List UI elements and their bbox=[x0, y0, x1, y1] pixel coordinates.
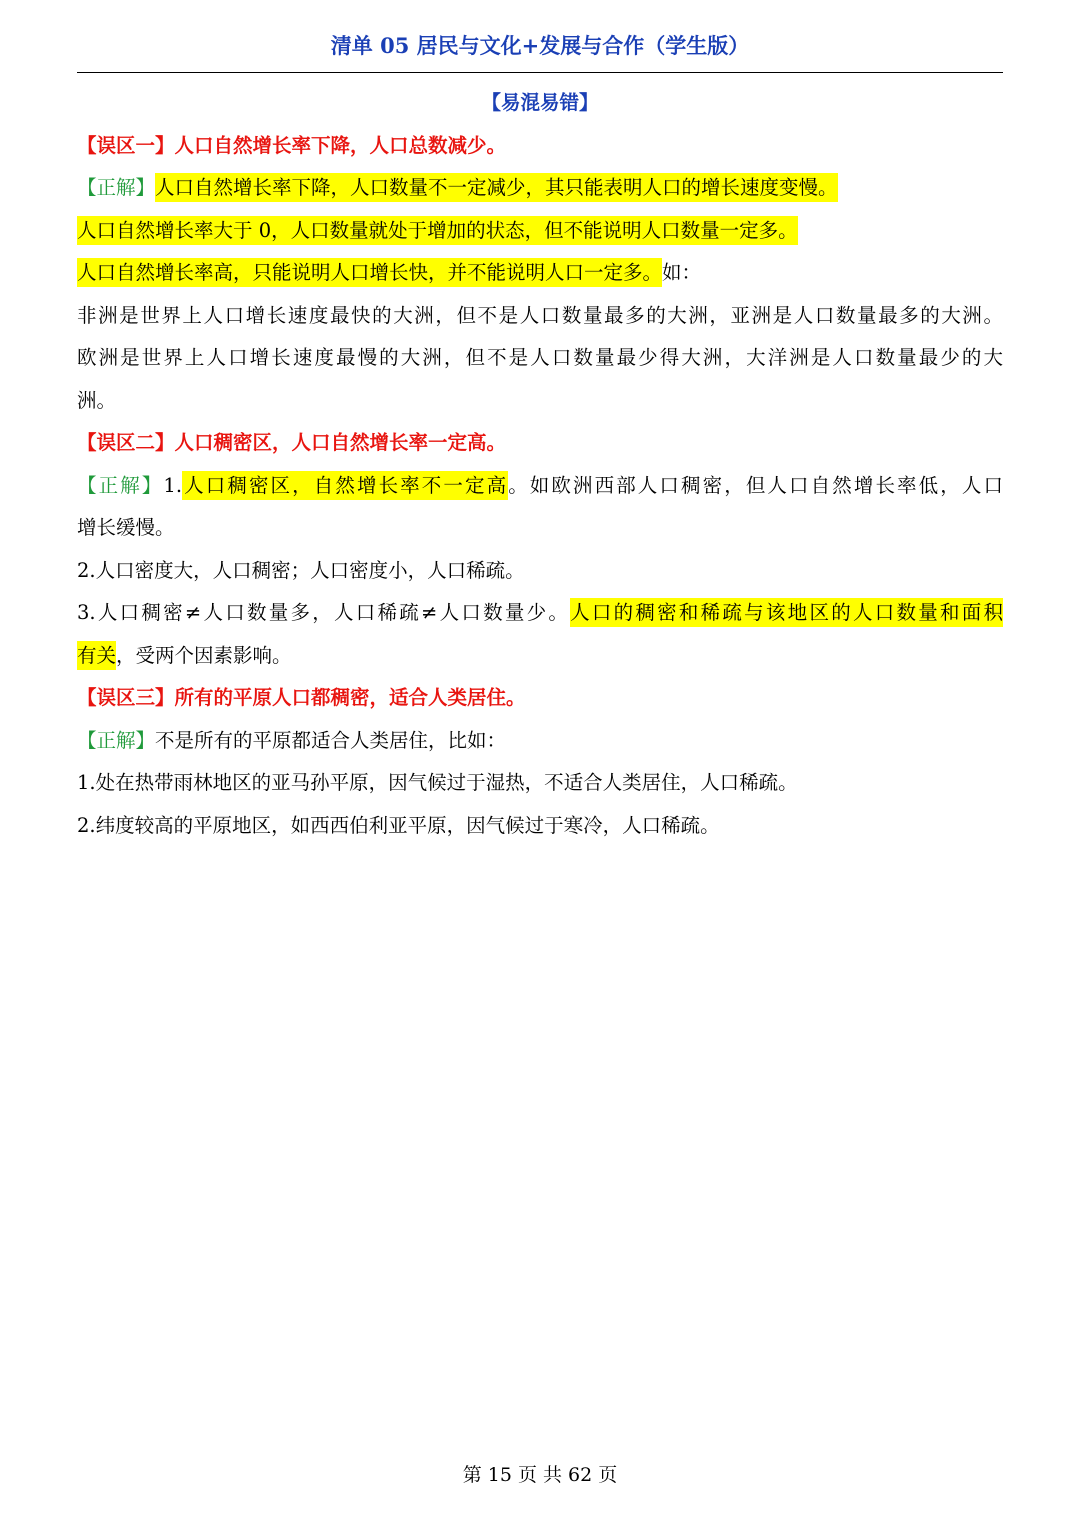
answer-1-line-3 bbox=[77, 252, 1003, 295]
misconception-2 bbox=[77, 422, 1003, 465]
misconception-3 bbox=[77, 677, 1003, 720]
misconception-2-tag: 【误区二】 bbox=[77, 431, 175, 454]
answer-1-line-6: 洲。 bbox=[77, 388, 117, 412]
document-body bbox=[77, 82, 1003, 847]
answer-1-highlight-3: 人口自然增长率高，只能说明人口增长快，并不能说明人口一定多。 bbox=[77, 258, 662, 287]
answer-2-line-3: 2.人口密度大，人口稠密；人口密度小，人口稀疏。 bbox=[77, 558, 525, 582]
answer-3-line-2: 1.处在热带雨林地区的亚马孙平原，因气候过于湿热，不适合人类居住，人口稀疏。 bbox=[77, 771, 798, 794]
answer-2-line-2: 增长缓慢。 bbox=[77, 516, 175, 539]
misconception-1-tag: 【误区一】 bbox=[77, 133, 175, 157]
misconception-3-tag: 【误区三】 bbox=[77, 686, 175, 709]
answer-2-line-5-rest: ，受两个因素影响。 bbox=[116, 643, 292, 667]
answer-2-line-4-pre: 3.人口稠密≠人口数量多，人口稀疏≠人口数量少。 bbox=[77, 601, 571, 624]
answer-2-line-1-rest: 。如欧洲西部人口稠密，但人口自然增长率低，人口 bbox=[508, 473, 1003, 497]
misconception-1-text: 人口自然增长率下降，人口总数减少。 bbox=[174, 133, 507, 157]
answer-2-line-5 bbox=[77, 635, 1003, 678]
answer-1-highlight-1: 人口自然增长率下降，人口数量不一定减少，其只能表明人口的增长速度变慢。 bbox=[155, 173, 838, 202]
section-title: 【易混易错】 bbox=[481, 91, 599, 114]
answer-3-text: 不是所有的平原都适合人类居住，比如： bbox=[155, 728, 507, 752]
answer-1-line-5: 欧洲是世界上人口增长速度最慢的大洲，但不是人口数量最少得大洲，大洋洲是人口数量最少的大 bbox=[77, 346, 1003, 369]
answer-1-tag: 【正解】 bbox=[77, 176, 156, 199]
answer-1-line-1 bbox=[77, 167, 1003, 210]
document-header-title: 清单 05 居民与文化+发展与合作（学生版） bbox=[330, 33, 750, 58]
answer-2-highlight-3: 有关 bbox=[77, 641, 116, 670]
answer-2-line-1 bbox=[77, 465, 1003, 508]
misconception-1 bbox=[77, 125, 1003, 168]
answer-1-line-3-rest: 如： bbox=[662, 261, 702, 284]
answer-3-line-3: 2.纬度较高的平原地区，如西西伯利亚平原，因气候过于寒冷，人口稀疏。 bbox=[77, 813, 720, 837]
answer-1-line-4: 非洲是世界上人口增长速度最快的大洲，但不是人口数量最多的大洲，亚洲是人口数量最多的大洲。 bbox=[77, 303, 1003, 327]
answer-3-tag: 【正解】 bbox=[77, 728, 156, 752]
answer-2-num-1: 1. bbox=[163, 473, 183, 497]
answer-1-highlight-2: 人口自然增长率大于 0，人口数量就处于增加的状态，但不能说明人口数量一定多。 bbox=[77, 216, 798, 245]
header-divider bbox=[77, 72, 1003, 73]
answer-3-line-1 bbox=[77, 720, 1003, 763]
answer-2-highlight-1: 人口稠密区，自然增长率不一定高 bbox=[182, 471, 508, 500]
answer-2-tag: 【正解】 bbox=[77, 473, 164, 497]
misconception-2-text: 人口稠密区，人口自然增长率一定高。 bbox=[174, 431, 507, 454]
answer-1-line-2 bbox=[77, 210, 1003, 253]
page-number: 第 15 页 共 62 页 bbox=[462, 1464, 618, 1486]
misconception-3-text: 所有的平原人口都稠密，适合人类居住。 bbox=[174, 686, 526, 709]
answer-2-line-4 bbox=[77, 592, 1003, 635]
answer-2-highlight-2: 人口的稠密和稀疏与该地区的人口数量和面积 bbox=[570, 598, 1003, 627]
